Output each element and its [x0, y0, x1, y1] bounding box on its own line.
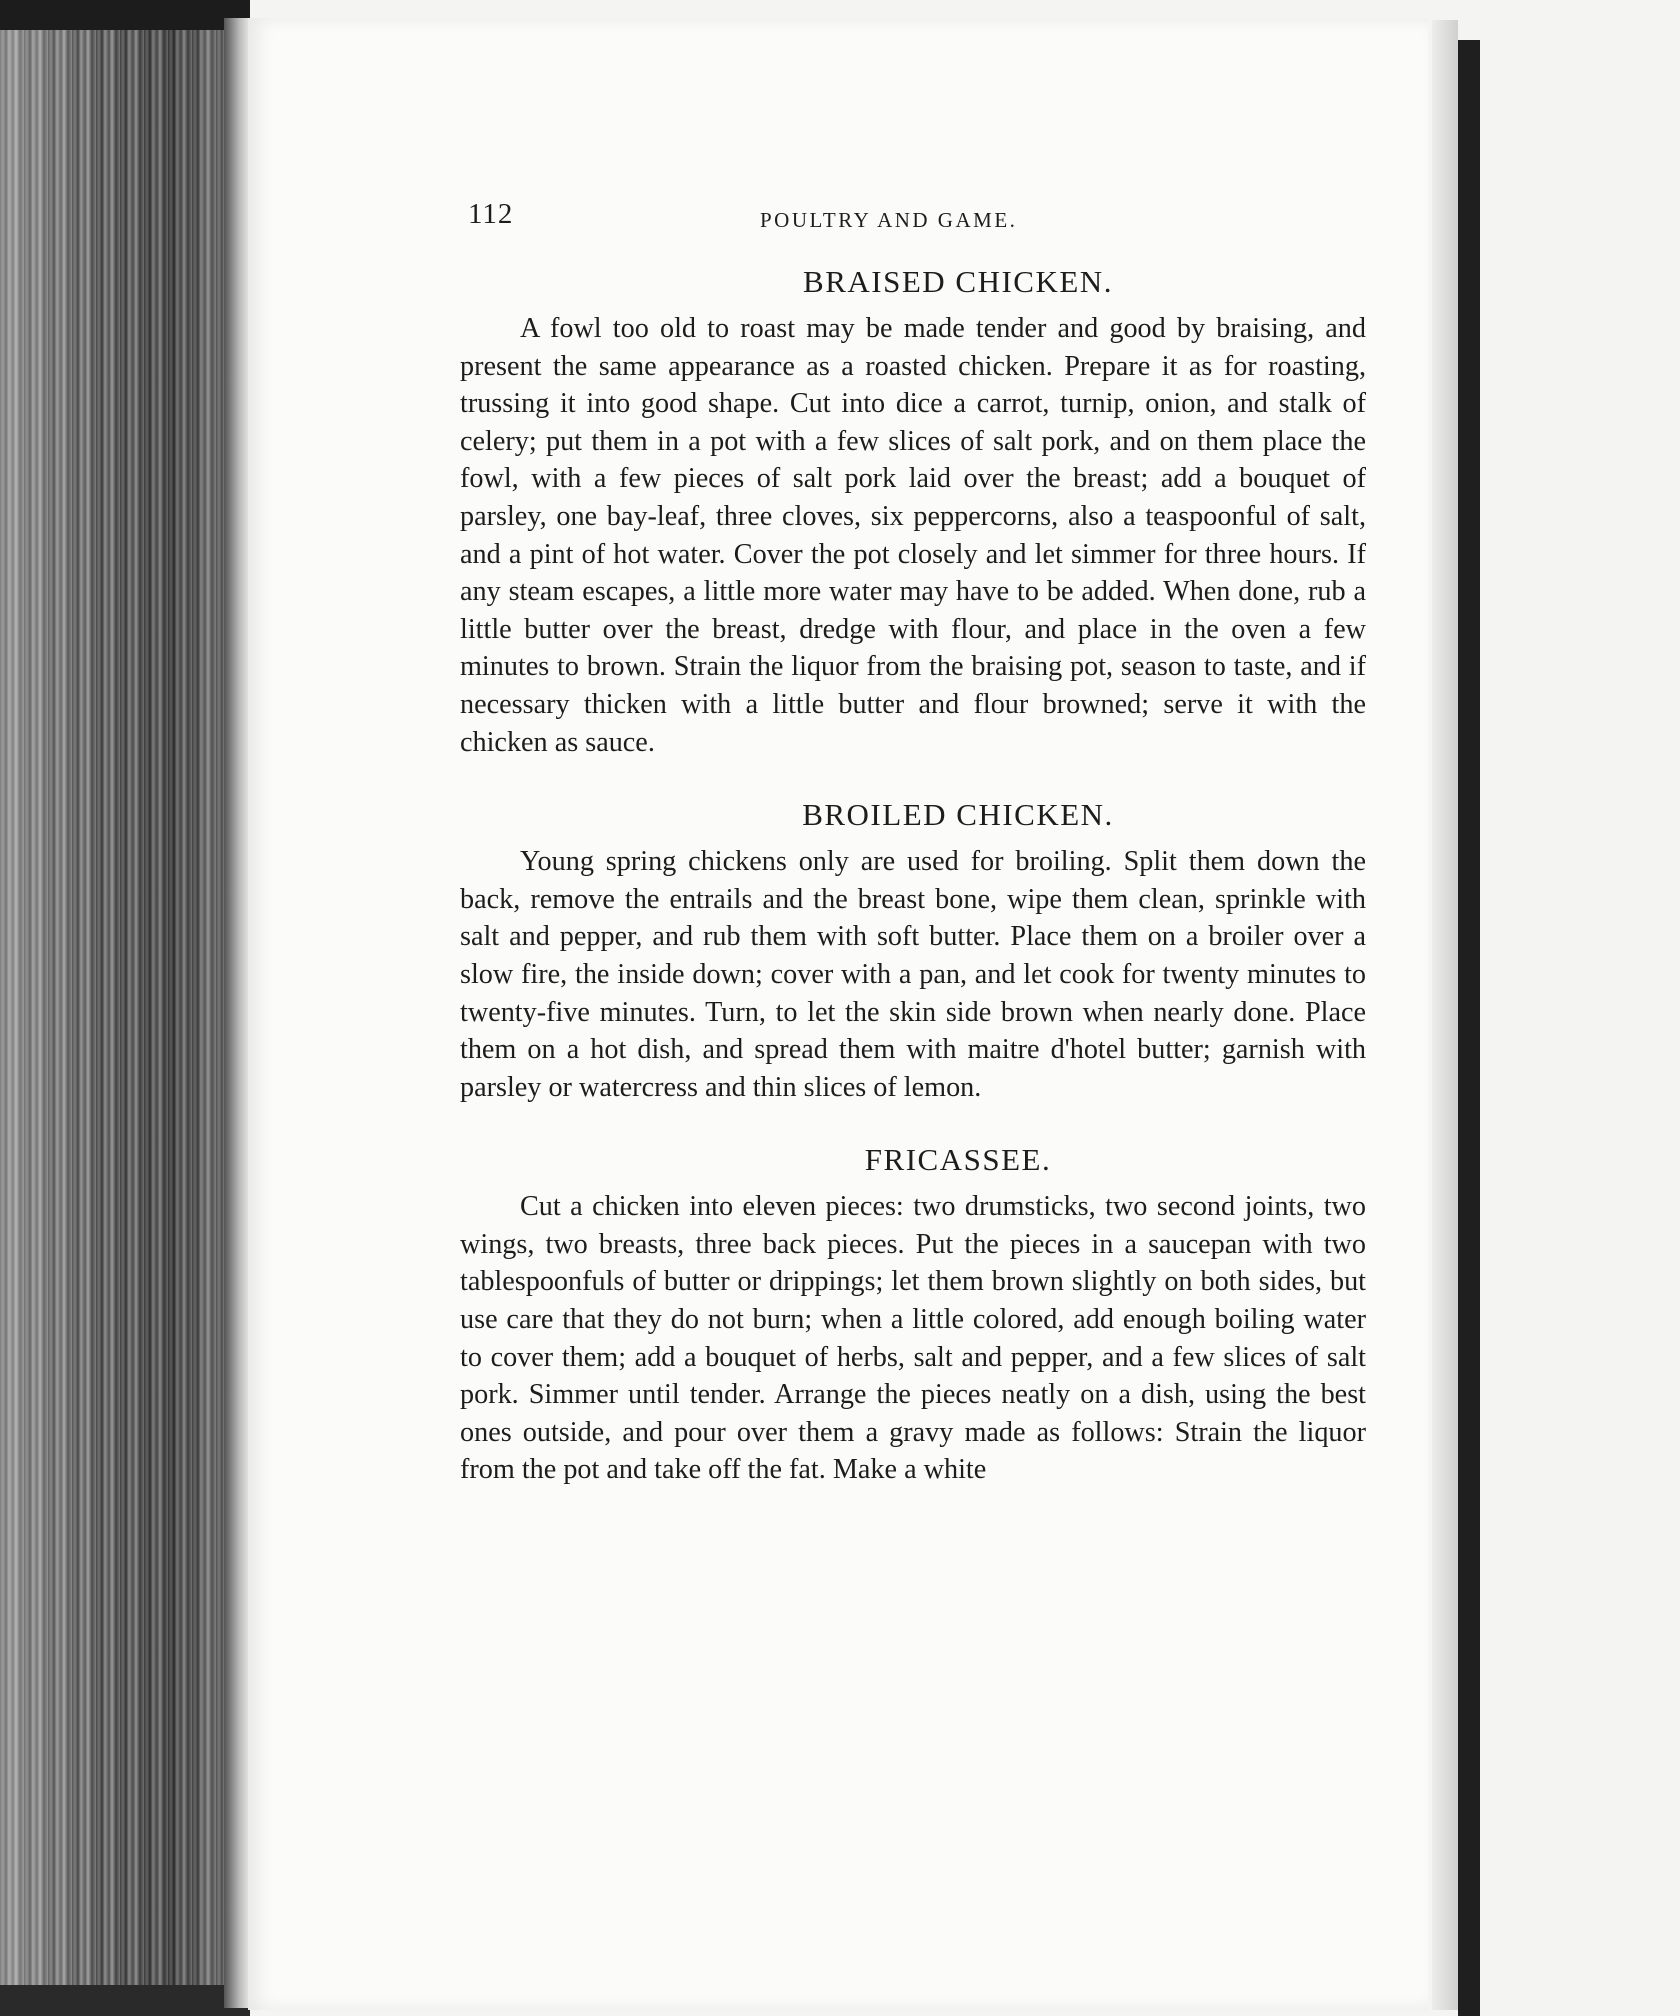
book-page-edges: [0, 0, 250, 2016]
section-title-broiled-chicken: BROILED CHICKEN.: [802, 797, 1114, 833]
running-title: POULTRY AND GAME.: [760, 208, 1018, 232]
book-edge-bottom: [0, 1985, 250, 2016]
section-text-braised-chicken: A fowl too old to roast may be made tender and good by braising, and present the same appearance as a roasted chicken. Prepare it as for roasting, trussing it into good shape. Cut into dice a carrot, turnip, onion, and stalk of celery; put them in a pot with a few slices of salt pork, and on them place the fowl, with a few pieces of salt pork laid over the breast; add a bouquet of parsley, one bay-leaf, three cloves, six peppercorns, also a teaspoonful of salt, and a pint of hot water. Cover the pot closely and let simmer for three hours. If any steam escapes, a little more water may have to be added. When done, rub a little butter over the breast, dredge with flour, and place in the oven a few minutes to brown. Strain the liquor from the braising pot, season to taste, and if necessary thicken with a little butter and flour browned; serve it with the chicken as sauce.: [460, 313, 1366, 758]
book-gutter: [224, 18, 250, 2008]
section-title-fricassee: FRICASSEE.: [864, 1142, 1052, 1178]
book-right-edge: [1432, 20, 1458, 2010]
running-head: [460, 198, 1366, 238]
book-cover-board: [1458, 40, 1480, 2016]
section-text-fricassee: Cut a chicken into eleven pieces: two drumsticks, two second joints, two wings, two breasts, three back pieces. Put the pieces in a saucepan with two tablespoonfuls of butter or drippings; let them brown slightly on both sides, but use care that they do not burn; when a little colored, add enough boiling water to cover them; add a bouquet of herbs, salt and pepper, and a few slices of salt pork. Simmer until tender. Arrange the pieces neatly on a dish, using the best ones outside, and pour over them a gravy made as follows: Strain the liquor from the pot and take off the fat. Make a white: [460, 1191, 1366, 1486]
page-number: 112: [468, 198, 514, 230]
page-text-block: [460, 198, 1366, 1489]
section-text-broiled-chicken: Young spring chickens only are used for broiling. Split them down the back, remove the entrails and the breast bone, wipe them clean, sprinkle with salt and pepper, and rub them with soft butter. Place them on a broiler over a slow fire, the inside down; cover with a pan, and let cook for twenty minutes to twenty-five minutes. Turn, to let the skin side brown when nearly done. Place them on a hot dish, and spread them with maitre d'hotel butter; garnish with parsley or watercress and thin slices of lemon.: [460, 846, 1366, 1103]
book-edge-top: [0, 0, 250, 30]
section-title-braised-chicken: BRAISED CHICKEN.: [803, 264, 1113, 299]
